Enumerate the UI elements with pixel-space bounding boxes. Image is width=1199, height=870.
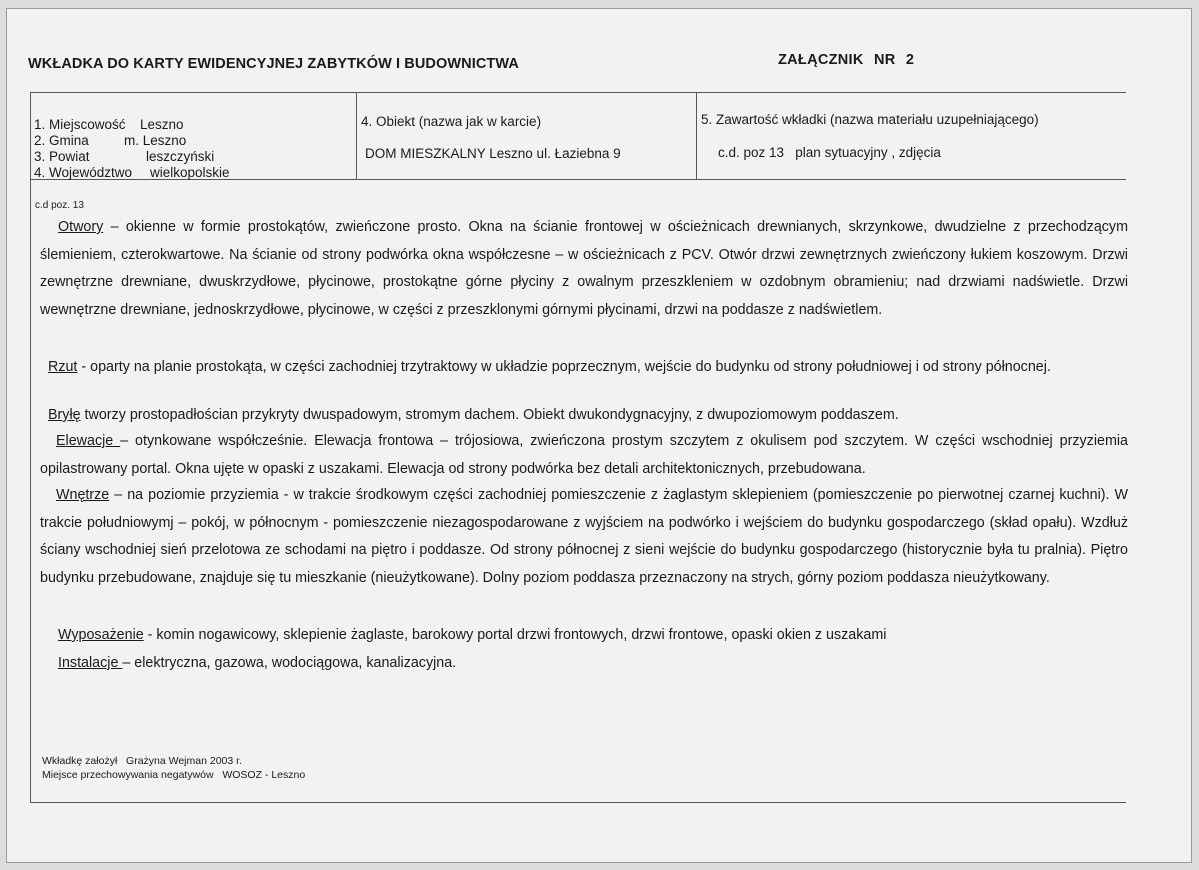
section-wnetrze (40, 482, 1128, 592)
section-term: Rzut (48, 359, 78, 375)
location-value: wielkopolskie (150, 165, 230, 180)
footer (42, 754, 305, 782)
section-term: Bryłę (48, 407, 81, 423)
column-divider-1 (356, 92, 357, 180)
section-otwory (40, 214, 1128, 324)
frame-bottom-border (30, 802, 1126, 803)
location-row (34, 149, 230, 165)
section-term: Wnętrze (56, 487, 110, 503)
location-label: 3. Powiat (34, 149, 90, 164)
location-label: 1. Miejscowość (34, 117, 126, 132)
section-elewacje (40, 428, 1128, 483)
section-term: Wyposażenie (58, 627, 144, 643)
section-rzut (40, 354, 1128, 382)
contents-box-title: 5. Zawartość wkładki (nazwa materiału uzupełniającego) (701, 112, 1039, 127)
location-row (34, 117, 230, 133)
section-text: – na poziomie przyziemia - w trakcie środkowym części zachodniej pomieszczenie z żaglastym sklepieniem (pomieszczenie po pierwotnej czarnej kuchni). W trakcie południowymj – pokój, w północnym - pomieszczenie niezagospodarowane z wyjściem na podwórko i wejściem do budynku gospodarczego (skład opału). Wzdłuż ściany wschodniej sień przelotowa ze schodami na piętro i poddasze. Od strony północnej z sieni wejście do budynku gospodarczego (historycznie była tu pralnia). Piętro budynku przebudowane, znajduje się tu mieszkanie (nieużytkowane). Dolny poziom poddasza przeznaczony na strych, górny poziom poddasza nieużytkowany. (40, 487, 1128, 586)
column-divider-2 (696, 92, 697, 180)
section-term: Elewacje (56, 433, 121, 449)
section-bryla (40, 402, 1128, 430)
section-term: Otwory (58, 219, 104, 235)
section-text: - oparty na planie prostokąta, w części zachodniej trzytraktowy w układzie poprzecznym, wejście do budynku od strony południowej i od strony północnej. (77, 359, 1051, 375)
section-wyposazenie (40, 622, 1128, 650)
footer-negatives-location: Miejsce przechowywania negatywów WOSOZ - Leszno (42, 769, 306, 781)
location-value: m. Leszno (124, 133, 187, 148)
location-box (34, 117, 230, 181)
location-value: leszczyński (146, 149, 215, 164)
location-row (34, 165, 230, 181)
location-label: 4. Województwo (34, 165, 133, 180)
location-row (34, 133, 230, 149)
attachment-number: ZAŁĄCZNIK NR 2 (778, 52, 915, 68)
continuation-label: c.d poz. 13 (35, 200, 84, 211)
object-box-title: 4. Obiekt (nazwa jak w karcie) (361, 114, 542, 129)
section-text: tworzy prostopadłościan przykryty dwuspadowym, stromym dachem. Obiekt dwukondygnacyjny, z dwupoziomowym poddaszem. (80, 407, 899, 423)
section-text: – okienne w formie prostokątów, zwieńczone prosto. Okna na ścianie frontowej w ościeżnicach drewnianych, skrzynkowe, dwudzielne z przechodzącym ślemieniem, czterokwartowe. Na ścianie od strony podwórka okna współczesne – w ościeżnicach z PCV. Otwór drzwi zewnętrznych zwieńczony łukiem koszowym. Drzwi zewnętrzne drewniane, dwuskrzydłowe, płycinowe, prostokątne górne płyciny z owalnym przeszkleniem w ozdobnym obramieniu; nad drzwiami nadświetle. Drzwi wewnętrzne drewniane, jednoskrzydłowe, płycinowe, w części z przeszklonymi górnymi płycinami, drzwi na poddasze z nadświetlem. (40, 219, 1128, 318)
contents-box-value: c.d. poz 13 plan sytuacyjny , zdjęcia (718, 145, 941, 160)
section-text: - komin nogawicowy, sklepienie żaglaste, barokowy portal drzwi frontowych, drzwi frontowe, opaski okien z uszakami (143, 627, 887, 643)
section-text: – elektryczna, gazowa, wodociągowa, kanalizacyjna. (122, 655, 457, 671)
table-top-border (30, 92, 1126, 93)
section-term: Instalacje (58, 655, 123, 671)
location-label: 2. Gmina (34, 133, 89, 148)
footer-created-by: Wkładkę założył Grażyna Wejman 2003 r. (42, 755, 242, 767)
section-text: – otynkowane współcześnie. Elewacja frontowa – trójosiowa, zwieńczona prostym szczytem z okulisem pod szczytem. W części wschodniej przyziemia opilastrowany portal. Okna ujęte w opaski z uszakami. Elewacja od strony podwórka bez detali architektonicznych, przebudowana. (40, 433, 1128, 477)
location-value: Leszno (140, 117, 184, 132)
section-instalacje (40, 650, 1128, 678)
document-title: WKŁADKA DO KARTY EWIDENCYJNEJ ZABYTKÓW I BUDOWNICTWA (28, 56, 519, 72)
object-box-value: DOM MIESZKALNY Leszno ul. Łaziebna 9 (365, 146, 621, 161)
frame-left-border (30, 92, 31, 802)
